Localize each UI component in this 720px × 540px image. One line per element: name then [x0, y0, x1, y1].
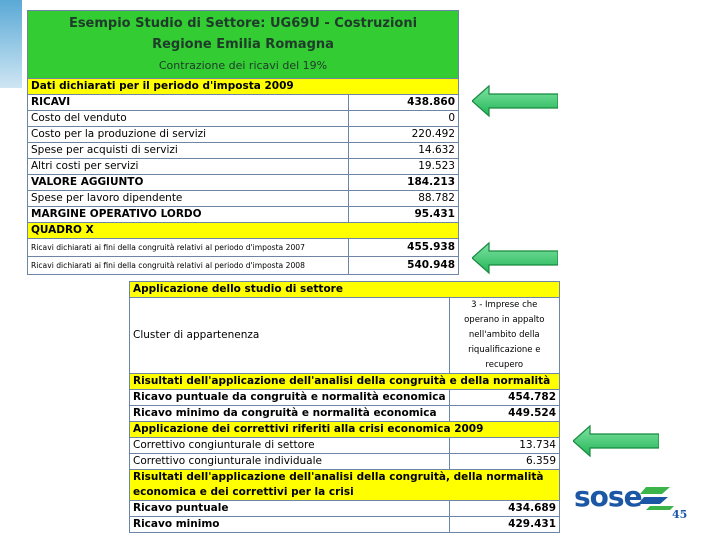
- row-value: 14.632: [349, 143, 459, 159]
- row-label: Ricavi dichiarati ai fini della congruità relativi al periodo d'imposta 2008: [28, 257, 349, 275]
- sose-logo: [574, 482, 678, 516]
- section-header-application: Applicazione dello studio di settore: [130, 282, 560, 298]
- section-header-final-results: Risultati dell'applicazione dell'analisi della congruità, della normalità economica e dei correttivi per la crisi: [130, 470, 560, 501]
- row-value: 540.948: [349, 257, 459, 275]
- row-label: Ricavi dichiarati ai fini della congruità relativi al periodo d'imposta 2007: [28, 239, 349, 257]
- logo-mark-icon: [640, 486, 674, 510]
- row-label: Ricavo puntuale da congruità e normalità economica: [130, 390, 450, 406]
- cluster-label: Cluster di appartenenza: [130, 298, 450, 374]
- row-label: Ricavo minimo da congruità e normalità economica: [130, 406, 450, 422]
- section-header-congruity-results: Risultati dell'applicazione dell'analisi della congruità e della normalità: [130, 374, 560, 390]
- title-line-3: Contrazione dei ricavi del 19%: [158, 59, 328, 72]
- row-label: MARGINE OPERATIVO LORDO: [28, 207, 349, 223]
- row-label: Costo del venduto: [28, 111, 349, 127]
- row-value: 13.734: [449, 438, 559, 454]
- row-value: 95.431: [349, 207, 459, 223]
- row-label: Correttivo congiunturale di settore: [130, 438, 450, 454]
- row-value: 0: [349, 111, 459, 127]
- title-line-2: Regione Emilia Romagna: [152, 37, 334, 52]
- row-label: Spese per lavoro dipendente: [28, 191, 349, 207]
- row-label: Ricavo puntuale: [130, 501, 450, 517]
- table-title: [28, 11, 459, 79]
- row-value: 184.213: [349, 175, 459, 191]
- row-value: 220.492: [349, 127, 459, 143]
- row-label: Costo per la produzione di servizi: [28, 127, 349, 143]
- row-label: RICAVI: [28, 95, 349, 111]
- row-label: Correttivo congiunturale individuale: [130, 454, 450, 470]
- row-value: 6.359: [449, 454, 559, 470]
- row-label: Ricavo minimo: [130, 517, 450, 533]
- sector-study-results-table: [129, 281, 560, 533]
- row-label: VALORE AGGIUNTO: [28, 175, 349, 191]
- row-value: 19.523: [349, 159, 459, 175]
- cluster-value: 3 - Imprese che operano in appalto nell'ambito della riqualificazione e recupero: [449, 298, 559, 374]
- row-value: 454.782: [449, 390, 559, 406]
- row-value: 455.938: [349, 239, 459, 257]
- section-header-crisis-correctives: Applicazione dei correttivi riferiti alla crisi economica 2009: [130, 422, 560, 438]
- left-arrow-icon: [472, 84, 558, 118]
- row-label: Spese per acquisti di servizi: [28, 143, 349, 159]
- row-value: 429.431: [449, 517, 559, 533]
- title-line-1: Esempio Studio di Settore: UG69U - Costruzioni: [68, 16, 418, 31]
- logo-text: sose: [574, 480, 642, 513]
- sector-study-data-table: [27, 10, 459, 275]
- left-arrow-icon: [472, 241, 558, 275]
- row-value: 449.524: [449, 406, 559, 422]
- row-value: 434.689: [449, 501, 559, 517]
- row-label: Altri costi per servizi: [28, 159, 349, 175]
- row-value: 438.860: [349, 95, 459, 111]
- page-number: 45: [672, 508, 688, 521]
- slide-accent-bar: [0, 0, 22, 88]
- section-header-declared-data: Dati dichiarati per il periodo d'imposta 2009: [28, 79, 459, 95]
- section-header-quadro-x: QUADRO X: [28, 223, 459, 239]
- left-arrow-icon: [573, 424, 659, 458]
- row-value: 88.782: [349, 191, 459, 207]
